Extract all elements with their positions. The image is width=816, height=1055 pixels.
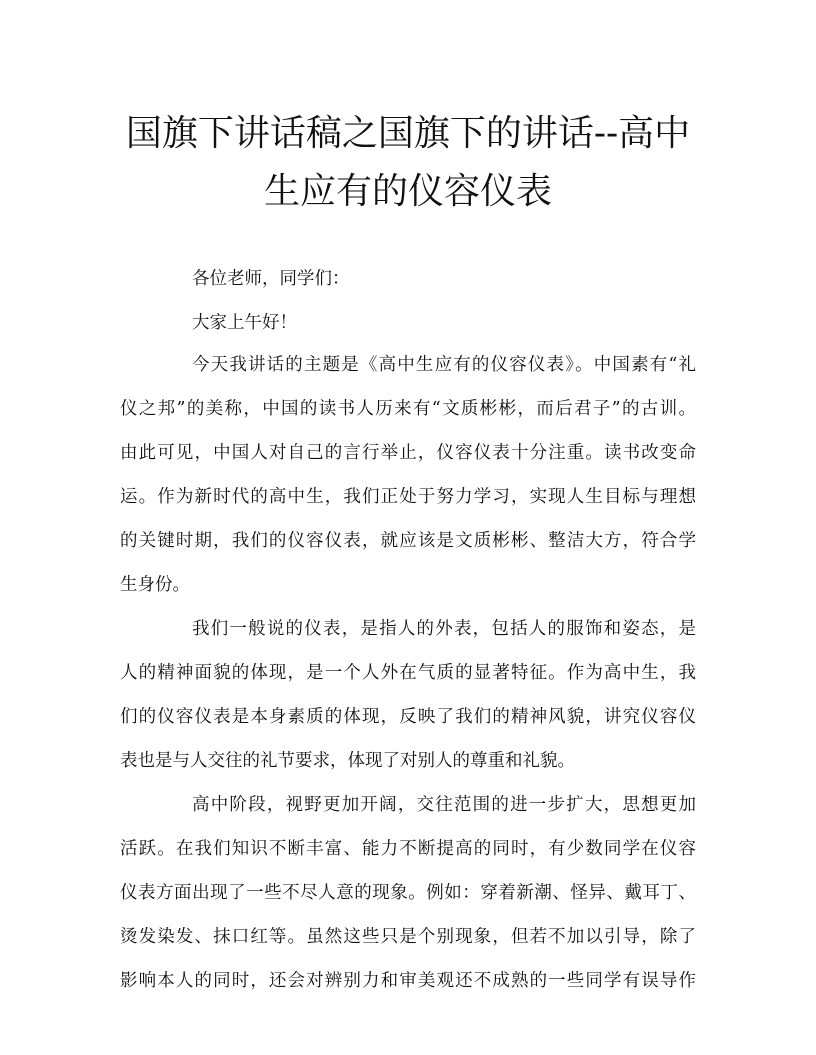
paragraph-2-line-1: 我们一般说的仪表，是指人的外表，包括人的服饰和姿态，是 — [192, 619, 696, 639]
paragraph-3-line-1: 高中阶段，视野更加开阔，交往范围的进一步扩大，思想更加 — [192, 795, 696, 815]
paragraph-3-line-3: 仪表方面出现了一些不尽人意的现象。例如：穿着新潮、怪异、戴耳丁、 — [120, 883, 696, 903]
paragraph-1-line-5: 的关键时期，我们的仪容仪表，就应该是文质彬彬、整洁大方，符合学 — [120, 531, 696, 551]
paragraph-2-line-4: 表也是与人交往的礼节要求，体现了对别人的尊重和礼貌。 — [120, 751, 575, 771]
document-title-line-2: 生应有的仪容仪表 — [263, 171, 552, 212]
paragraph-3-line-2: 活跃。在我们知识不断丰富、能力不断提高的同时，有少数同学在仪容 — [120, 839, 696, 859]
paragraph-1-line-6: 生身份。 — [120, 575, 190, 595]
paragraph-1-line-4: 运。作为新时代的高中生，我们正处于努力学习，实现人生目标与理想 — [120, 487, 696, 507]
greeting-line: 各位老师，同学们： — [192, 269, 350, 289]
paragraph-2-line-2: 人的精神面貌的体现，是一个人外在气质的显著特征。作为高中生，我 — [120, 663, 696, 683]
document-title-line-1: 国旗下讲话稿之国旗下的讲话--高中 — [125, 113, 691, 154]
paragraph-3-line-5: 影响本人的同时，还会对辨别力和审美观还不成熟的一些同学有误导作 — [120, 971, 696, 991]
paragraph-1-line-2: 仪之邦”的美称，中国的读书人历来有“文质彬彬，而后君子”的古训。 — [120, 399, 696, 419]
paragraph-2-line-3: 们的仪容仪表是本身素质的体现，反映了我们的精神风貌，讲究仪容仪 — [120, 707, 696, 727]
paragraph-1-line-1: 今天我讲话的主题是《高中生应有的仪容仪表》。中国素有“礼 — [192, 355, 696, 375]
paragraph-1-line-3: 由此可见，中国人对自己的言行举止，仪容仪表十分注重。读书改变命 — [120, 443, 696, 463]
salutation-line: 大家上午好！ — [192, 313, 297, 333]
paragraph-3-line-4: 烫发染发、抹口红等。虽然这些只是个别现象，但若不加以引导，除了 — [120, 927, 696, 947]
